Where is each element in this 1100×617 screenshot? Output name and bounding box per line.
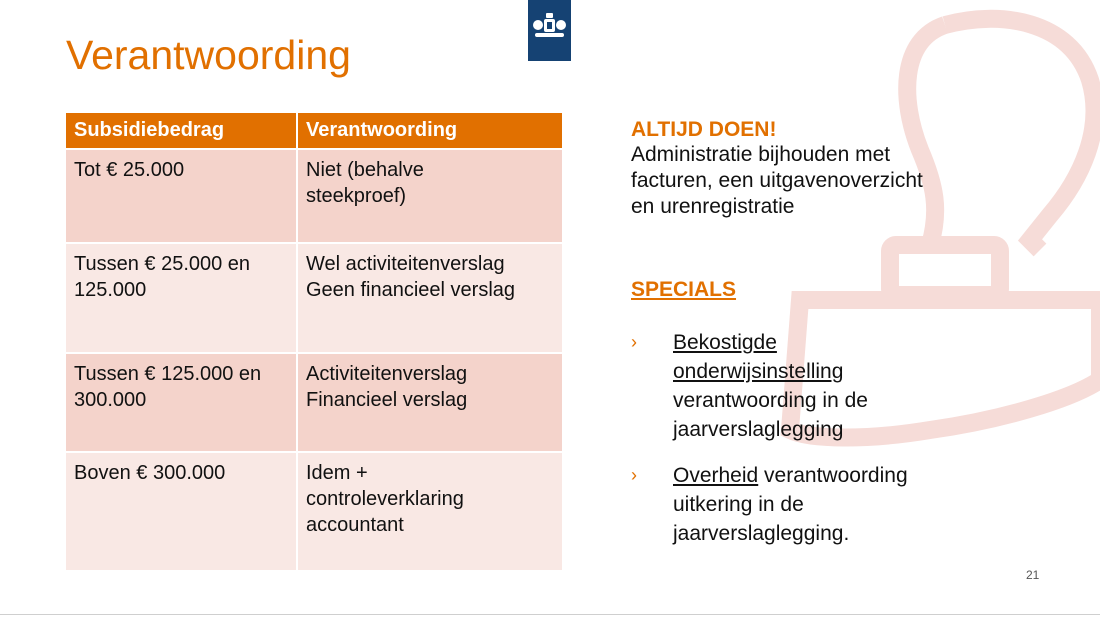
always-line: Administratie bijhouden met bbox=[631, 143, 891, 166]
always-section bbox=[631, 118, 1011, 220]
bullet-line: uitkering in de bbox=[673, 493, 804, 516]
table-row bbox=[66, 149, 562, 243]
cell-line: accountant bbox=[306, 514, 404, 536]
cell-line: Idem + bbox=[306, 462, 368, 484]
table-cell-amount bbox=[66, 452, 297, 570]
header-verantwoording: Verantwoording bbox=[297, 113, 562, 149]
table-cell-verantwoording bbox=[297, 149, 562, 243]
header-subsidiebedrag: Subsidiebedrag bbox=[66, 113, 297, 149]
cell-line: Tussen € 125.000 en bbox=[74, 363, 262, 385]
bullet-line: jaarverslaglegging bbox=[673, 418, 844, 441]
subsidy-table bbox=[66, 113, 562, 570]
table-row bbox=[66, 243, 562, 353]
cell-line: Geen financieel verslag bbox=[306, 279, 516, 301]
government-logo bbox=[528, 0, 571, 61]
cell-line: Tot € 25.000 bbox=[74, 159, 185, 181]
bullet-text bbox=[673, 328, 993, 444]
underlined-text: Overheid bbox=[673, 464, 759, 487]
always-heading: ALTIJD DOEN! bbox=[631, 118, 777, 141]
bullet-text bbox=[673, 461, 993, 548]
bullet-line: verantwoording in de bbox=[673, 389, 868, 412]
always-line: facturen, een uitgavenoverzicht bbox=[631, 169, 923, 192]
table-cell-amount bbox=[66, 149, 297, 243]
chevron-right-icon: › bbox=[631, 465, 637, 485]
always-line: en urenregistratie bbox=[631, 195, 795, 218]
cell-line: Niet (behalve bbox=[306, 159, 424, 181]
cell-line: Activiteitenverslag bbox=[306, 363, 468, 385]
cell-line: controleverklaring bbox=[306, 488, 464, 510]
page-number: 21 bbox=[1026, 568, 1040, 582]
table-cell-verantwoording bbox=[297, 243, 562, 353]
table-cell-verantwoording bbox=[297, 353, 562, 452]
underlined-text: onderwijsinstelling bbox=[673, 360, 844, 383]
table-row bbox=[66, 452, 562, 570]
cell-line: 125.000 bbox=[74, 279, 147, 301]
table-header-row bbox=[66, 113, 562, 149]
bullet-line-first bbox=[673, 461, 993, 490]
bullet-line-rest: verantwoording bbox=[758, 464, 908, 487]
bullet-line: jaarverslaglegging. bbox=[673, 522, 850, 545]
underlined-text: Bekostigde bbox=[673, 331, 777, 354]
table-cell-amount bbox=[66, 353, 297, 452]
specials-heading: SPECIALS bbox=[631, 278, 737, 301]
table-cell-verantwoording bbox=[297, 452, 562, 570]
cell-line: Wel activiteitenverslag bbox=[306, 253, 505, 275]
cell-line: Boven € 300.000 bbox=[74, 462, 226, 484]
cell-line: 300.000 bbox=[74, 389, 147, 411]
cell-line: Financieel verslag bbox=[306, 389, 468, 411]
crest-icon bbox=[532, 12, 567, 42]
chevron-right-icon: › bbox=[631, 332, 637, 352]
table-cell-amount bbox=[66, 243, 297, 353]
cell-line: steekproef) bbox=[306, 185, 407, 207]
table-row bbox=[66, 353, 562, 452]
page-title: Verantwoording bbox=[66, 32, 351, 78]
cell-line: Tussen € 25.000 en bbox=[74, 253, 251, 275]
